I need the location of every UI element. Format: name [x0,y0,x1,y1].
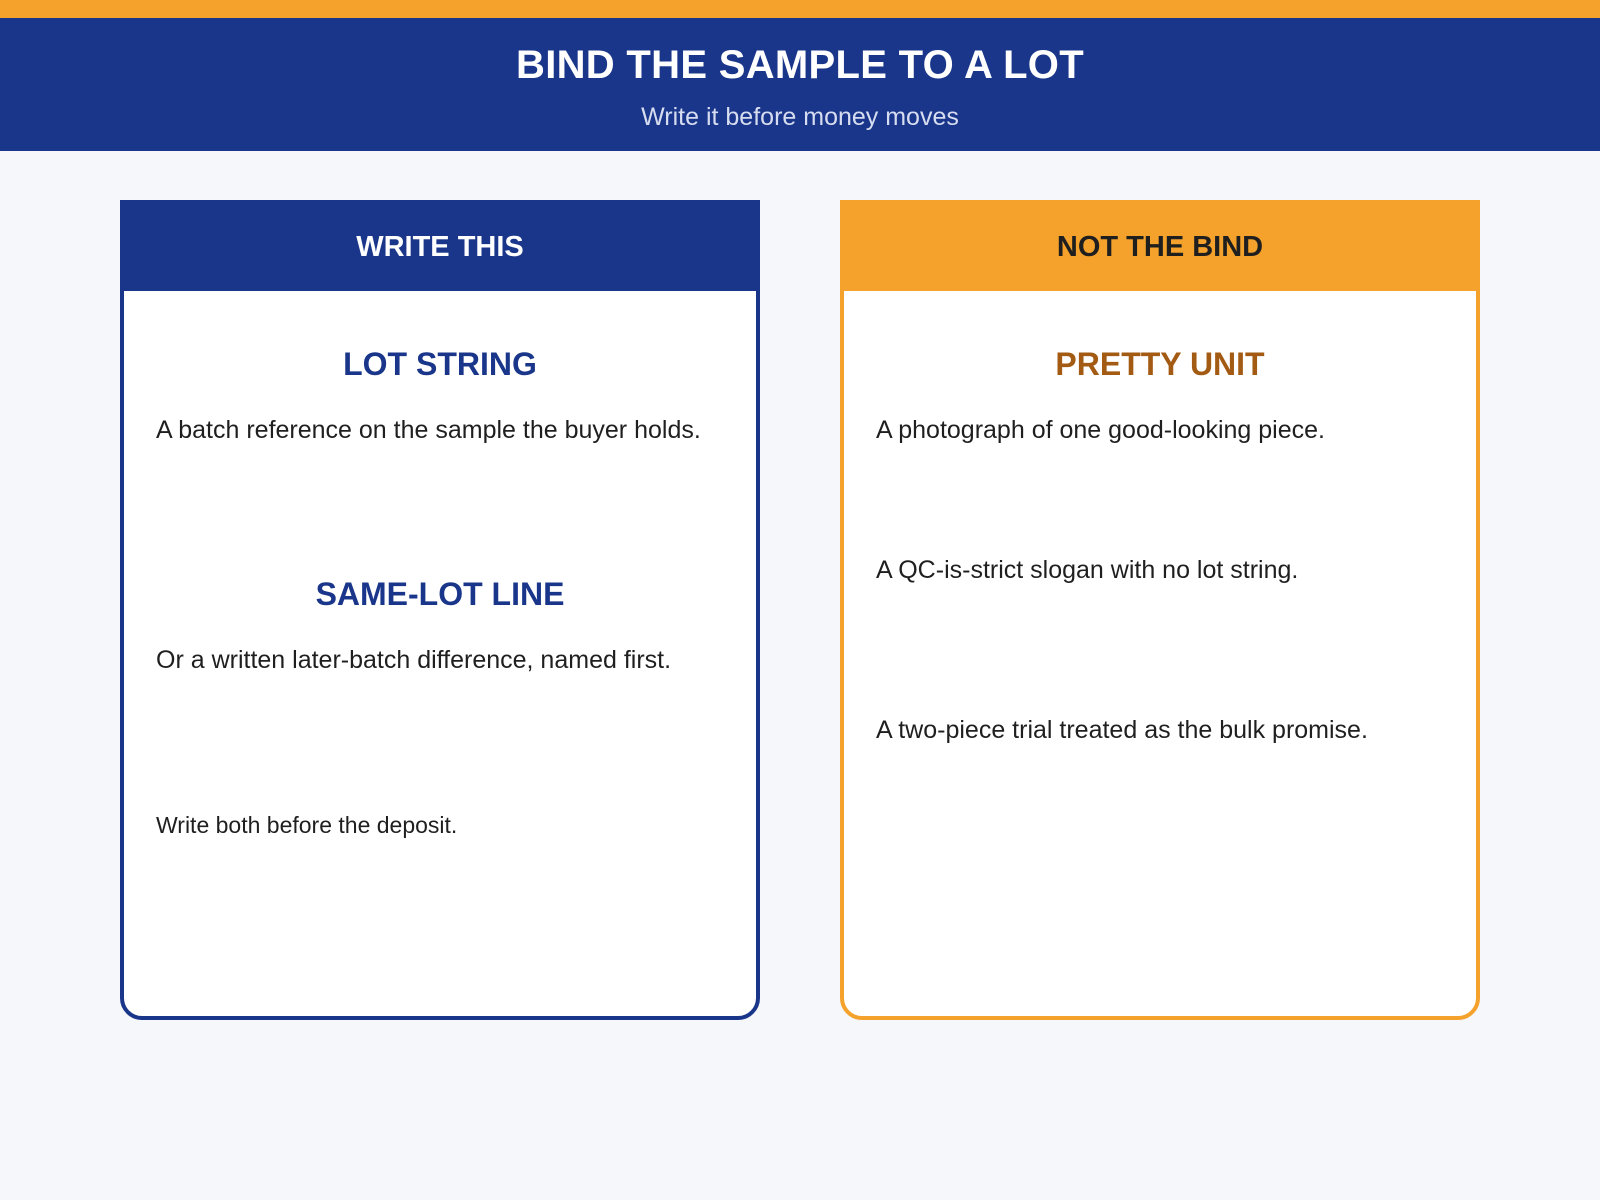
header-banner [0,18,1600,151]
top-accent-stripe [0,0,1600,18]
deposit-note: Write both before the deposit. [156,812,458,838]
not-the-bind-card [840,200,1480,1020]
not-the-bind-heading: NOT THE BIND [844,204,1476,291]
lot-string-title: LOT STRING [343,346,537,382]
lot-string-text: A batch reference on the sample the buyer holds. [156,416,701,444]
list-item: A QC-is-strict slogan with no lot string. [876,556,1299,584]
write-this-heading: WRITE THIS [124,204,756,291]
list-item: A two-piece trial treated as the bulk promise. [876,716,1368,744]
write-this-card [120,200,760,1020]
pretty-unit-title: PRETTY UNIT [1055,346,1265,382]
page-title: BIND THE SAMPLE TO A LOT [516,43,1084,87]
page-subtitle: Write it before money moves [641,103,959,131]
same-lot-line-title: SAME-LOT LINE [315,576,565,612]
list-item: A photograph of one good-looking piece. [876,416,1325,444]
same-lot-line-text: Or a written later-batch difference, named first. [156,646,672,674]
